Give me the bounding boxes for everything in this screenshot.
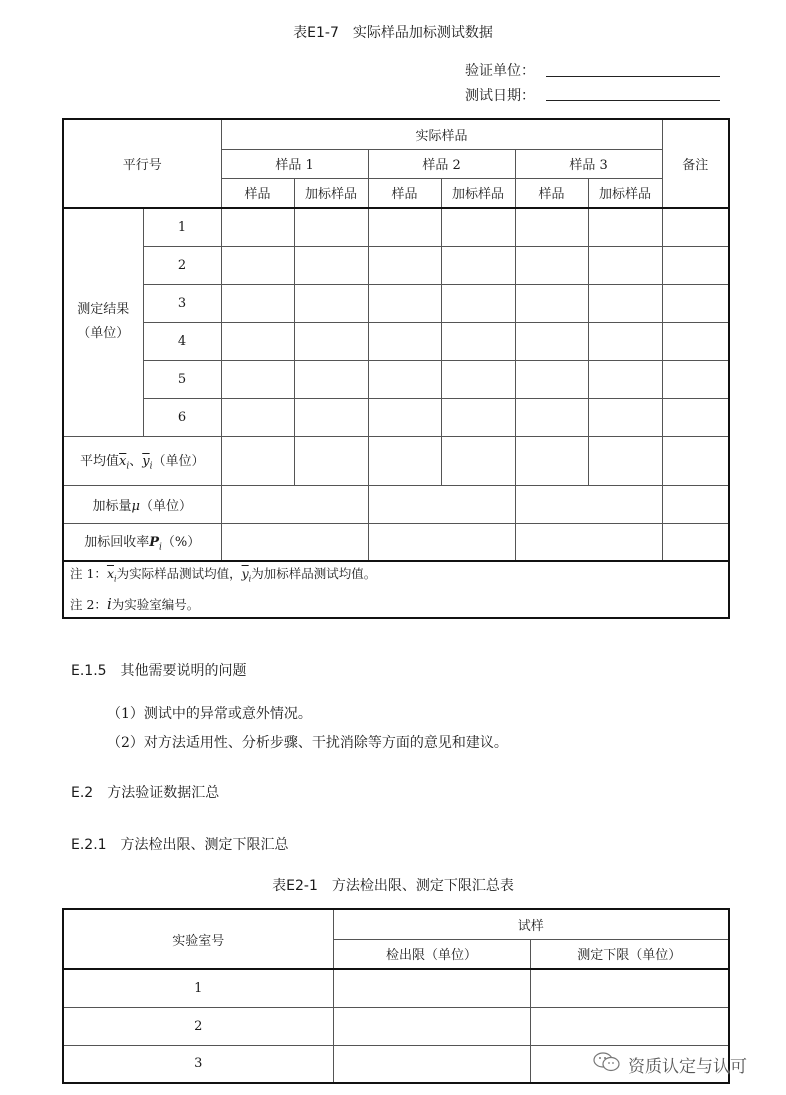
data-cell[interactable] — [221, 485, 368, 523]
header-detection-limit: 检出限（单位） — [333, 939, 530, 969]
data-cell[interactable] — [530, 1007, 729, 1045]
data-cell[interactable] — [333, 1045, 530, 1083]
data-cell[interactable] — [221, 523, 368, 561]
data-cell[interactable] — [515, 436, 588, 485]
data-cell[interactable] — [588, 246, 662, 284]
data-cell[interactable] — [368, 246, 441, 284]
result-label-line2: （单位） — [77, 326, 130, 342]
verify-unit-label: 验证单位： — [465, 63, 535, 79]
table-row — [63, 398, 729, 436]
y-subscript: i — [149, 461, 153, 472]
subheader-spiked: 加标样品 — [441, 178, 515, 208]
test-date-field[interactable] — [546, 100, 720, 101]
recovery-label-suffix: （%） — [161, 534, 201, 550]
watermark-text: 资质认定与认可 — [628, 1057, 747, 1077]
data-cell[interactable] — [368, 360, 441, 398]
subheader-sample: 样品 — [368, 178, 441, 208]
section-e15-heading: E.1.5 其他需要说明的问题 — [71, 663, 247, 679]
data-cell[interactable] — [515, 246, 588, 284]
data-cell[interactable] — [221, 436, 294, 485]
parallel-number: 4 — [143, 322, 221, 360]
parallel-number: 6 — [143, 398, 221, 436]
section-e15-item-2: （2）对方法适用性、分析步骤、干扰消除等方面的意见和建议。 — [107, 735, 508, 751]
data-cell[interactable] — [588, 322, 662, 360]
data-cell[interactable] — [588, 208, 662, 246]
remark-cell[interactable] — [662, 246, 729, 284]
separator: 、 — [129, 453, 143, 469]
recovery-label-prefix: 加标回收率 — [84, 534, 150, 550]
header-parallel-no: 平行号 — [63, 119, 221, 208]
parallel-number: 5 — [143, 360, 221, 398]
table-row — [63, 246, 729, 284]
data-cell[interactable] — [515, 360, 588, 398]
note-1 — [70, 562, 728, 592]
i-symbol: i — [106, 594, 112, 613]
data-cell[interactable] — [515, 398, 588, 436]
note-1-mid: 为实际样品测试均值， — [116, 566, 242, 581]
verify-unit-field[interactable] — [546, 76, 720, 77]
notes — [63, 561, 729, 618]
header-remark: 备注 — [662, 119, 729, 208]
wechat-icon — [592, 1050, 622, 1079]
data-cell[interactable] — [294, 246, 368, 284]
subheader-spiked: 加标样品 — [294, 178, 368, 208]
data-cell[interactable] — [294, 360, 368, 398]
table1-title: 表E1-7 实际样品加标测试数据 — [293, 25, 493, 41]
spike-label-prefix: 加标量 — [92, 498, 132, 514]
data-cell[interactable] — [333, 969, 530, 1007]
remark-cell[interactable] — [662, 485, 729, 523]
average-label — [63, 436, 221, 485]
data-cell[interactable] — [294, 208, 368, 246]
header-specimen: 试样 — [333, 909, 729, 939]
header-lab-no: 实验室号 — [63, 909, 333, 969]
data-cell[interactable] — [530, 969, 729, 1007]
remark-cell[interactable] — [662, 523, 729, 561]
table-row — [63, 322, 729, 360]
data-cell[interactable] — [515, 322, 588, 360]
table2-title: 表E2-1 方法检出限、测定下限汇总表 — [272, 878, 514, 894]
parallel-number: 2 — [143, 246, 221, 284]
watermark — [592, 1050, 747, 1079]
recovery-rate-label — [63, 523, 221, 561]
remark-cell[interactable] — [662, 360, 729, 398]
data-cell[interactable] — [515, 284, 588, 322]
mu-symbol: μ — [131, 498, 140, 514]
header-actual-sample: 实际样品 — [221, 119, 662, 149]
note-2-prefix: 注 2： — [70, 596, 107, 612]
average-row — [63, 436, 729, 485]
data-cell[interactable] — [221, 246, 294, 284]
data-cell[interactable] — [368, 208, 441, 246]
data-cell[interactable] — [441, 208, 515, 246]
recovery-rate-row — [63, 523, 729, 561]
x-bar-symbol: $\overline{x}$ — [106, 566, 114, 581]
data-cell[interactable] — [588, 398, 662, 436]
y-bar-symbol: $\overline{y}$ — [142, 453, 150, 469]
data-cell[interactable] — [333, 1007, 530, 1045]
data-cell[interactable] — [588, 360, 662, 398]
y-bar-symbol: $\overline{y}$ — [241, 566, 249, 581]
p-subscript: i — [159, 542, 162, 553]
average-label-prefix: 平均值 — [79, 453, 119, 469]
remark-cell[interactable] — [662, 208, 729, 246]
header-quantitation-limit: 测定下限（单位） — [530, 939, 729, 969]
table-row — [63, 208, 729, 246]
data-cell[interactable] — [221, 398, 294, 436]
data-cell[interactable] — [221, 322, 294, 360]
data-cell[interactable] — [441, 436, 515, 485]
parallel-number: 3 — [143, 284, 221, 322]
data-cell[interactable] — [368, 523, 515, 561]
x-subscript: i — [114, 574, 117, 584]
data-cell[interactable] — [294, 398, 368, 436]
remark-cell[interactable] — [662, 398, 729, 436]
p-symbol: P — [149, 534, 160, 550]
section-e21-heading: E.2.1 方法检出限、测定下限汇总 — [71, 837, 289, 853]
subheader-sample: 样品 — [515, 178, 588, 208]
note-2-end: 为实验室编号。 — [111, 596, 200, 612]
result-label-line1: 测定结果 — [77, 302, 130, 318]
subheader-spiked: 加标样品 — [588, 178, 662, 208]
table-row — [63, 1007, 729, 1045]
data-cell[interactable] — [221, 208, 294, 246]
remark-cell[interactable] — [662, 284, 729, 322]
table-row — [63, 360, 729, 398]
data-cell[interactable] — [368, 284, 441, 322]
lab-number: 3 — [63, 1045, 333, 1083]
data-cell[interactable] — [294, 436, 368, 485]
spiked-sample-table — [62, 118, 730, 619]
data-cell[interactable] — [441, 322, 515, 360]
parallel-number: 1 — [143, 208, 221, 246]
data-cell[interactable] — [588, 284, 662, 322]
data-cell[interactable] — [515, 208, 588, 246]
spike-label-suffix: （单位） — [139, 498, 192, 514]
test-date-label: 测试日期： — [465, 88, 535, 104]
spike-amount-row — [63, 485, 729, 523]
notes-row — [63, 561, 729, 618]
x-bar-symbol: $\overline{x}$ — [119, 453, 127, 469]
data-cell[interactable] — [588, 436, 662, 485]
note-1-end: 为加标样品测试均值。 — [251, 566, 377, 581]
data-cell[interactable] — [221, 360, 294, 398]
spike-amount-label — [63, 485, 221, 523]
data-cell[interactable] — [368, 322, 441, 360]
remark-cell[interactable] — [662, 436, 729, 485]
table-row — [63, 969, 729, 1007]
data-cell[interactable] — [441, 360, 515, 398]
data-cell[interactable] — [368, 436, 441, 485]
data-cell[interactable] — [441, 284, 515, 322]
header-sample-3: 样品 3 — [515, 149, 662, 178]
lab-number: 2 — [63, 1007, 333, 1045]
data-cell[interactable] — [441, 398, 515, 436]
result-label — [63, 208, 143, 436]
table-row — [63, 284, 729, 322]
remark-cell[interactable] — [662, 322, 729, 360]
data-cell[interactable] — [368, 398, 441, 436]
data-cell[interactable] — [368, 485, 515, 523]
average-label-suffix: （单位） — [152, 453, 205, 469]
y-subscript: i — [248, 574, 252, 584]
data-cell[interactable] — [294, 322, 368, 360]
section-e2-heading: E.2 方法验证数据汇总 — [71, 785, 220, 801]
data-cell[interactable] — [515, 485, 662, 523]
header-sample-1: 样品 1 — [221, 149, 368, 178]
data-cell[interactable] — [515, 523, 662, 561]
section-e15-item-1: （1）测试中的异常或意外情况。 — [107, 706, 312, 722]
x-subscript: i — [126, 461, 130, 472]
note-2 — [70, 592, 728, 617]
data-cell[interactable] — [441, 246, 515, 284]
data-cell[interactable] — [294, 284, 368, 322]
note-1-prefix: 注 1： — [70, 566, 107, 581]
lab-number: 1 — [63, 969, 333, 1007]
data-cell[interactable] — [221, 284, 294, 322]
subheader-sample: 样品 — [221, 178, 294, 208]
header-sample-2: 样品 2 — [368, 149, 515, 178]
